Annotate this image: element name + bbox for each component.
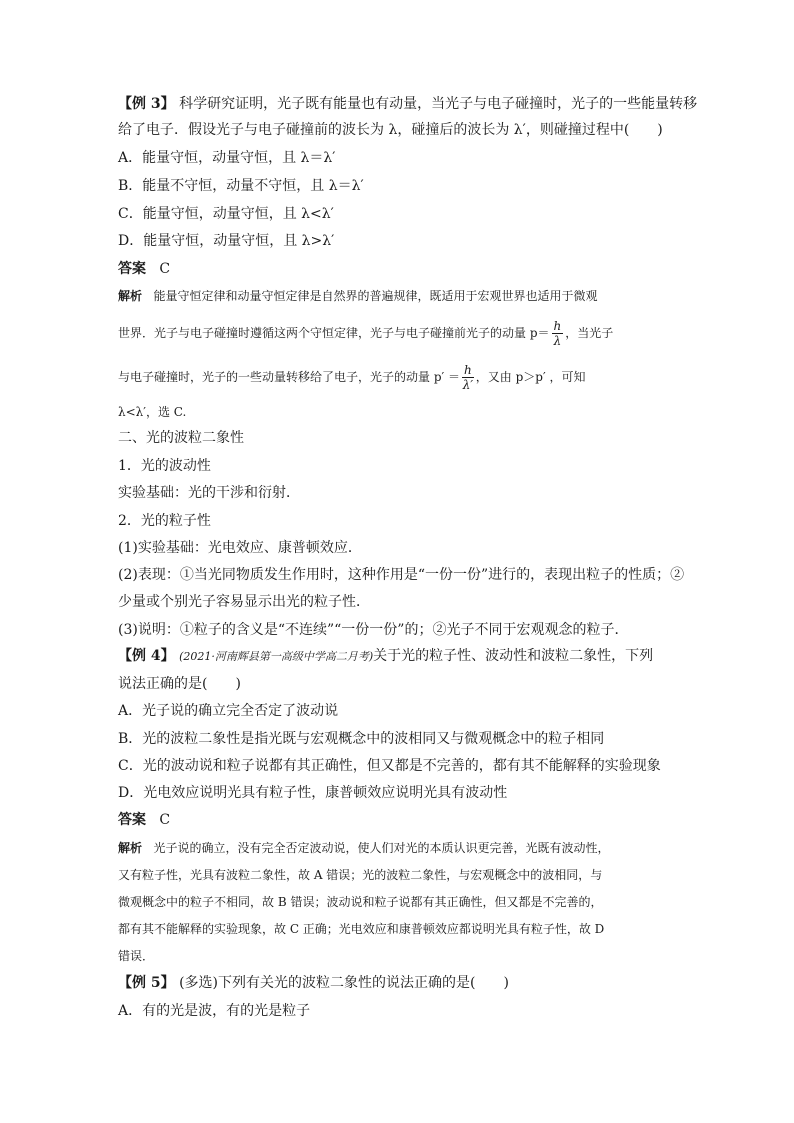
section-point1: (1)实验基础：光电效应、康普顿效应． (118, 540, 362, 556)
section-point2-line1: (2)表现：①当光同物质发生作用时，这种作用是“一份一份”进行的，表现出粒子的性质；② (118, 567, 685, 583)
ex4-analysis-label: 解析 (118, 841, 143, 855)
ex4-tag: 【例 4】 (118, 648, 175, 664)
ex3-frac2-numerator: h (464, 363, 472, 377)
ex3-analysis-line4: λ<λ′，选 C. (118, 405, 187, 419)
ex4-stem-text1: 关于光的粒子性、波动性和波粒二象性，下列 (373, 648, 654, 664)
section-point3: (3)说明：①粒子的含义是“不连续”“一份一份”的；②光子不同于宏观观念的粒子． (118, 622, 629, 638)
ex4-option-a: A．光子说的确立完全否定了波动说 (118, 703, 339, 719)
ex4-answer-label: 答案 (118, 812, 146, 828)
ex3-stem-line1 (118, 94, 698, 114)
ex4-analysis-line4: 都有其不能解释的实验现象，故 C 正确；光电效应和康普顿效应都说明光具有粒子性，故 D (118, 922, 605, 936)
ex3-analysis-text2a: 世界．光子与电子碰撞时遵循这两个守恒定律，光子与电子碰撞前光子的动量 p＝ (118, 326, 550, 340)
ex5-stem-text: (多选)下列有关光的波粒二象性的说法正确的是( ) (179, 975, 509, 991)
ex4-option-b: B．光的波粒二象性是指光既与宏观概念中的波相同又与微观概念中的粒子相同 (118, 731, 605, 747)
ex4-analysis-line2: 又有粒子性，光具有波粒二象性，故 A 错误；光的波粒二象性，与宏观概念中的波相同，与 (118, 868, 603, 882)
ex3-tag: 【例 3】 (118, 96, 175, 112)
ex5-tag: 【例 5】 (118, 975, 175, 991)
ex3-stem-line2: 给了电子．假设光子与电子碰撞前的波长为 λ，碰撞后的波长为 λ′，则碰撞过程中( ) (118, 122, 663, 138)
section-sub1-heading: 1．光的波动性 (118, 458, 211, 474)
ex4-analysis-line5: 错误． (118, 949, 155, 963)
ex5-option-a: A．有的光是波，有的光是粒子 (118, 1003, 311, 1019)
ex3-frac1-denominator: λ (553, 334, 562, 348)
section-title: 二、光的波粒二象性 (118, 430, 244, 446)
ex4-analysis-text1: 光子说的确立，没有完全否定波动说，使人们对光的本质认识更完善，光既有波动性， (153, 841, 610, 855)
section-sub1-text: 实验基础：光的干涉和衍射． (118, 485, 300, 501)
ex4-answer (118, 810, 693, 830)
ex4-option-c: C．光的波动说和粒子说都有其正确性，但又都是不完善的，都有其不能解释的实验现象 (118, 758, 661, 774)
ex4-stem-line1 (118, 646, 693, 667)
ex4-source: (2021·河南辉县第一高级中学高二月考) (179, 650, 374, 663)
section-point2-line2: 少量或个别光子容易显示出光的粒子性． (118, 594, 370, 610)
ex3-option-c: C．能量守恒，动量守恒，且 λ<λ′ (118, 206, 334, 222)
ex4-stem-line2: 说法正确的是( ) (118, 676, 241, 692)
ex4-option-d: D．光电效应说明光具有粒子性，康普顿效应说明光具有波动性 (118, 785, 508, 801)
ex3-analysis-line3 (118, 362, 693, 392)
ex3-answer-label: 答案 (118, 261, 146, 277)
ex3-fraction-h-lambda-prime (462, 363, 474, 392)
ex3-analysis-label: 解析 (118, 289, 143, 303)
ex3-analysis-line1 (118, 286, 693, 306)
ex3-frac2-denominator: λ′ (462, 378, 474, 392)
ex4-analysis-line3: 微观概念中的粒子不相同，故 B 错误；波动说和粒子说都有其正确性，但又都是不完善的， (118, 895, 603, 909)
ex3-analysis-text3b: ，又由 p＞p′ ，可知 (475, 370, 586, 384)
ex3-analysis-text3a: 与电子碰撞时，光子的一些动量转移给了电子，光子的动量 p′ ＝ (118, 370, 461, 384)
ex3-answer-value: C (159, 261, 171, 277)
ex3-option-d: D．能量守恒，动量守恒，且 λ>λ′ (118, 233, 335, 249)
ex3-answer (118, 259, 693, 279)
ex3-option-a: A．能量守恒，动量守恒，且 λ＝λ′ (118, 150, 336, 166)
section-sub2-heading: 2．光的粒子性 (118, 513, 211, 529)
ex3-frac1-numerator: h (553, 319, 562, 333)
ex3-analysis-line2 (118, 318, 693, 348)
ex3-analysis-text2b: ，当光子 (565, 326, 614, 340)
ex3-stem-text1: 科学研究证明，光子既有能量也有动量，当光子与电子碰撞时，光子的一些能量转移 (179, 96, 698, 112)
ex5-stem (118, 973, 693, 993)
ex3-option-b: B．能量不守恒，动量不守恒，且 λ＝λ′ (118, 178, 364, 194)
ex4-analysis-line1 (118, 838, 693, 858)
ex3-fraction-h-lambda (552, 319, 564, 348)
ex3-analysis-text1: 能量守恒定律和动量守恒定律是自然界的普遍规律，既适用于宏观世界也适用于微观 (153, 289, 598, 303)
ex4-answer-value: C (159, 812, 171, 828)
